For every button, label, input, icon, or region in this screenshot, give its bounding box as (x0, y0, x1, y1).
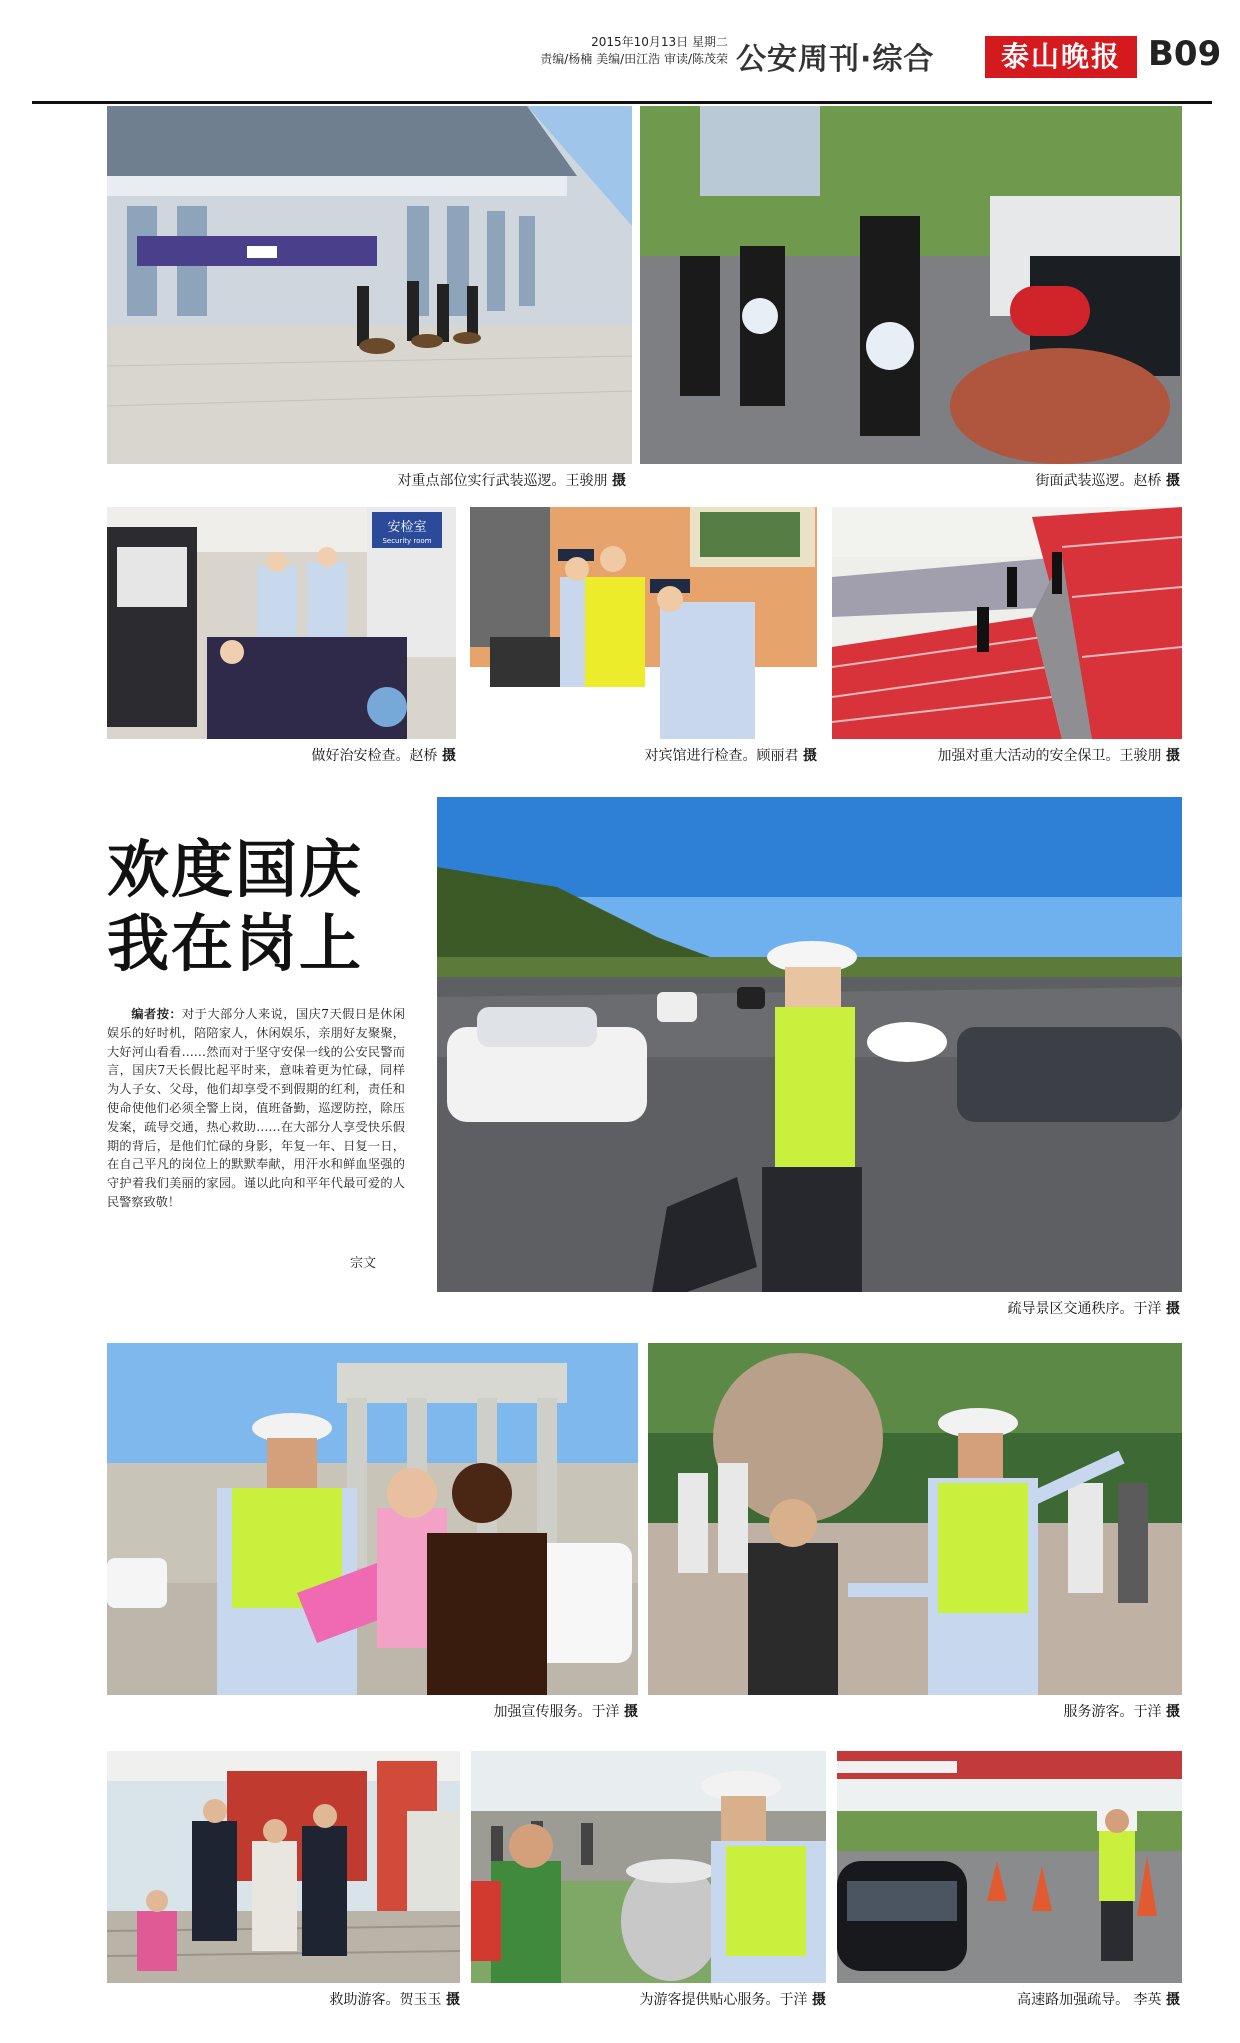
editor-note-signature: 宗文 (350, 1256, 377, 1271)
date-line: 2015年10月13日 星期二 (591, 35, 728, 49)
caption-serve-tourists: 服务游客。于洋 摄 (1063, 1704, 1180, 1720)
caption-water-service: 为游客提供贴心服务。于洋 摄 (639, 1992, 826, 2008)
editor-note-text: 对于大部分人来说，国庆7天假日是休闲娱乐的好时机，陪陪家人，休闲娱乐，亲朋好友聚聚，大好河山看看……然而对于坚守安保一线的公安民警而言，国庆7天长假比起平时来，意味着更为忙碌，同样为人子女、父母，他们却享受不到假期的红利，责任和使命使他们必须全警上岗，值班备勤，巡逻防控，除压发案，疏导交通，热心救助……在大部分人享受快乐假期的背后，是他们忙碌的身影，年复一年、日复一日，在自己平凡的岗位上的默默奉献，用汗水和鲜血坚强的守护着我们美丽的家园。谨以此向和平年代最可爱的人民警察致敬！ (107, 1007, 405, 1209)
photo-highway (837, 1751, 1182, 1983)
photo-serve-tourists (648, 1343, 1182, 1695)
caption-publicity: 加强宣传服务。于洋 摄 (493, 1704, 638, 1720)
caption-rescue: 救助游客。贺玉玉 摄 (329, 1992, 460, 2008)
photo-publicity (107, 1343, 638, 1695)
caption-traffic-scenic: 疏导景区交通秩序。于洋 摄 (1007, 1301, 1180, 1317)
caption-station-patrol: 对重点部位实行武装巡逻。王骏朋 摄 (397, 473, 626, 489)
photo-water-service (471, 1751, 826, 1983)
header-meta (498, 34, 728, 68)
caption-motorcycle-patrol: 街面武装巡逻。赵桥 摄 (1035, 473, 1180, 489)
page-number: B09 (1148, 34, 1222, 74)
caption-highway: 高速路加强疏导。 李英 摄 (1017, 1992, 1180, 2008)
editor-note-label: 编者按： (131, 1007, 183, 1021)
security-room-sign: 安检室 (387, 520, 427, 535)
photo-security-check (107, 507, 456, 739)
caption-hotel-check: 对宾馆进行检查。顾丽君 摄 (644, 748, 817, 764)
header-rule (32, 101, 1212, 104)
caption-security-check: 做好治安检查。赵桥 摄 (311, 748, 456, 764)
photo-rescue (107, 1751, 460, 1983)
headline-line-1: 欢度国庆 (107, 833, 364, 906)
photo-hotel-check (470, 507, 817, 739)
newspaper-logo: 泰山晚报 (985, 36, 1137, 78)
photo-motorcycle-patrol (640, 106, 1182, 464)
photo-traffic-scenic (437, 797, 1182, 1292)
photo-station-patrol (107, 106, 632, 464)
svg-text:Security room: Security room (382, 537, 432, 545)
caption-stadium: 加强对重大活动的安全保卫。王骏朋 摄 (937, 748, 1180, 764)
headline-line-2: 我在岗上 (107, 907, 364, 980)
editor-note (107, 1005, 405, 1212)
feature-headline (107, 833, 427, 981)
photo-stadium (832, 507, 1182, 739)
section-title: 公安周刊·综合 (736, 42, 935, 77)
editors-line: 责编/杨楠 美编/田江浩 审读/陈茂荣 (540, 52, 728, 66)
